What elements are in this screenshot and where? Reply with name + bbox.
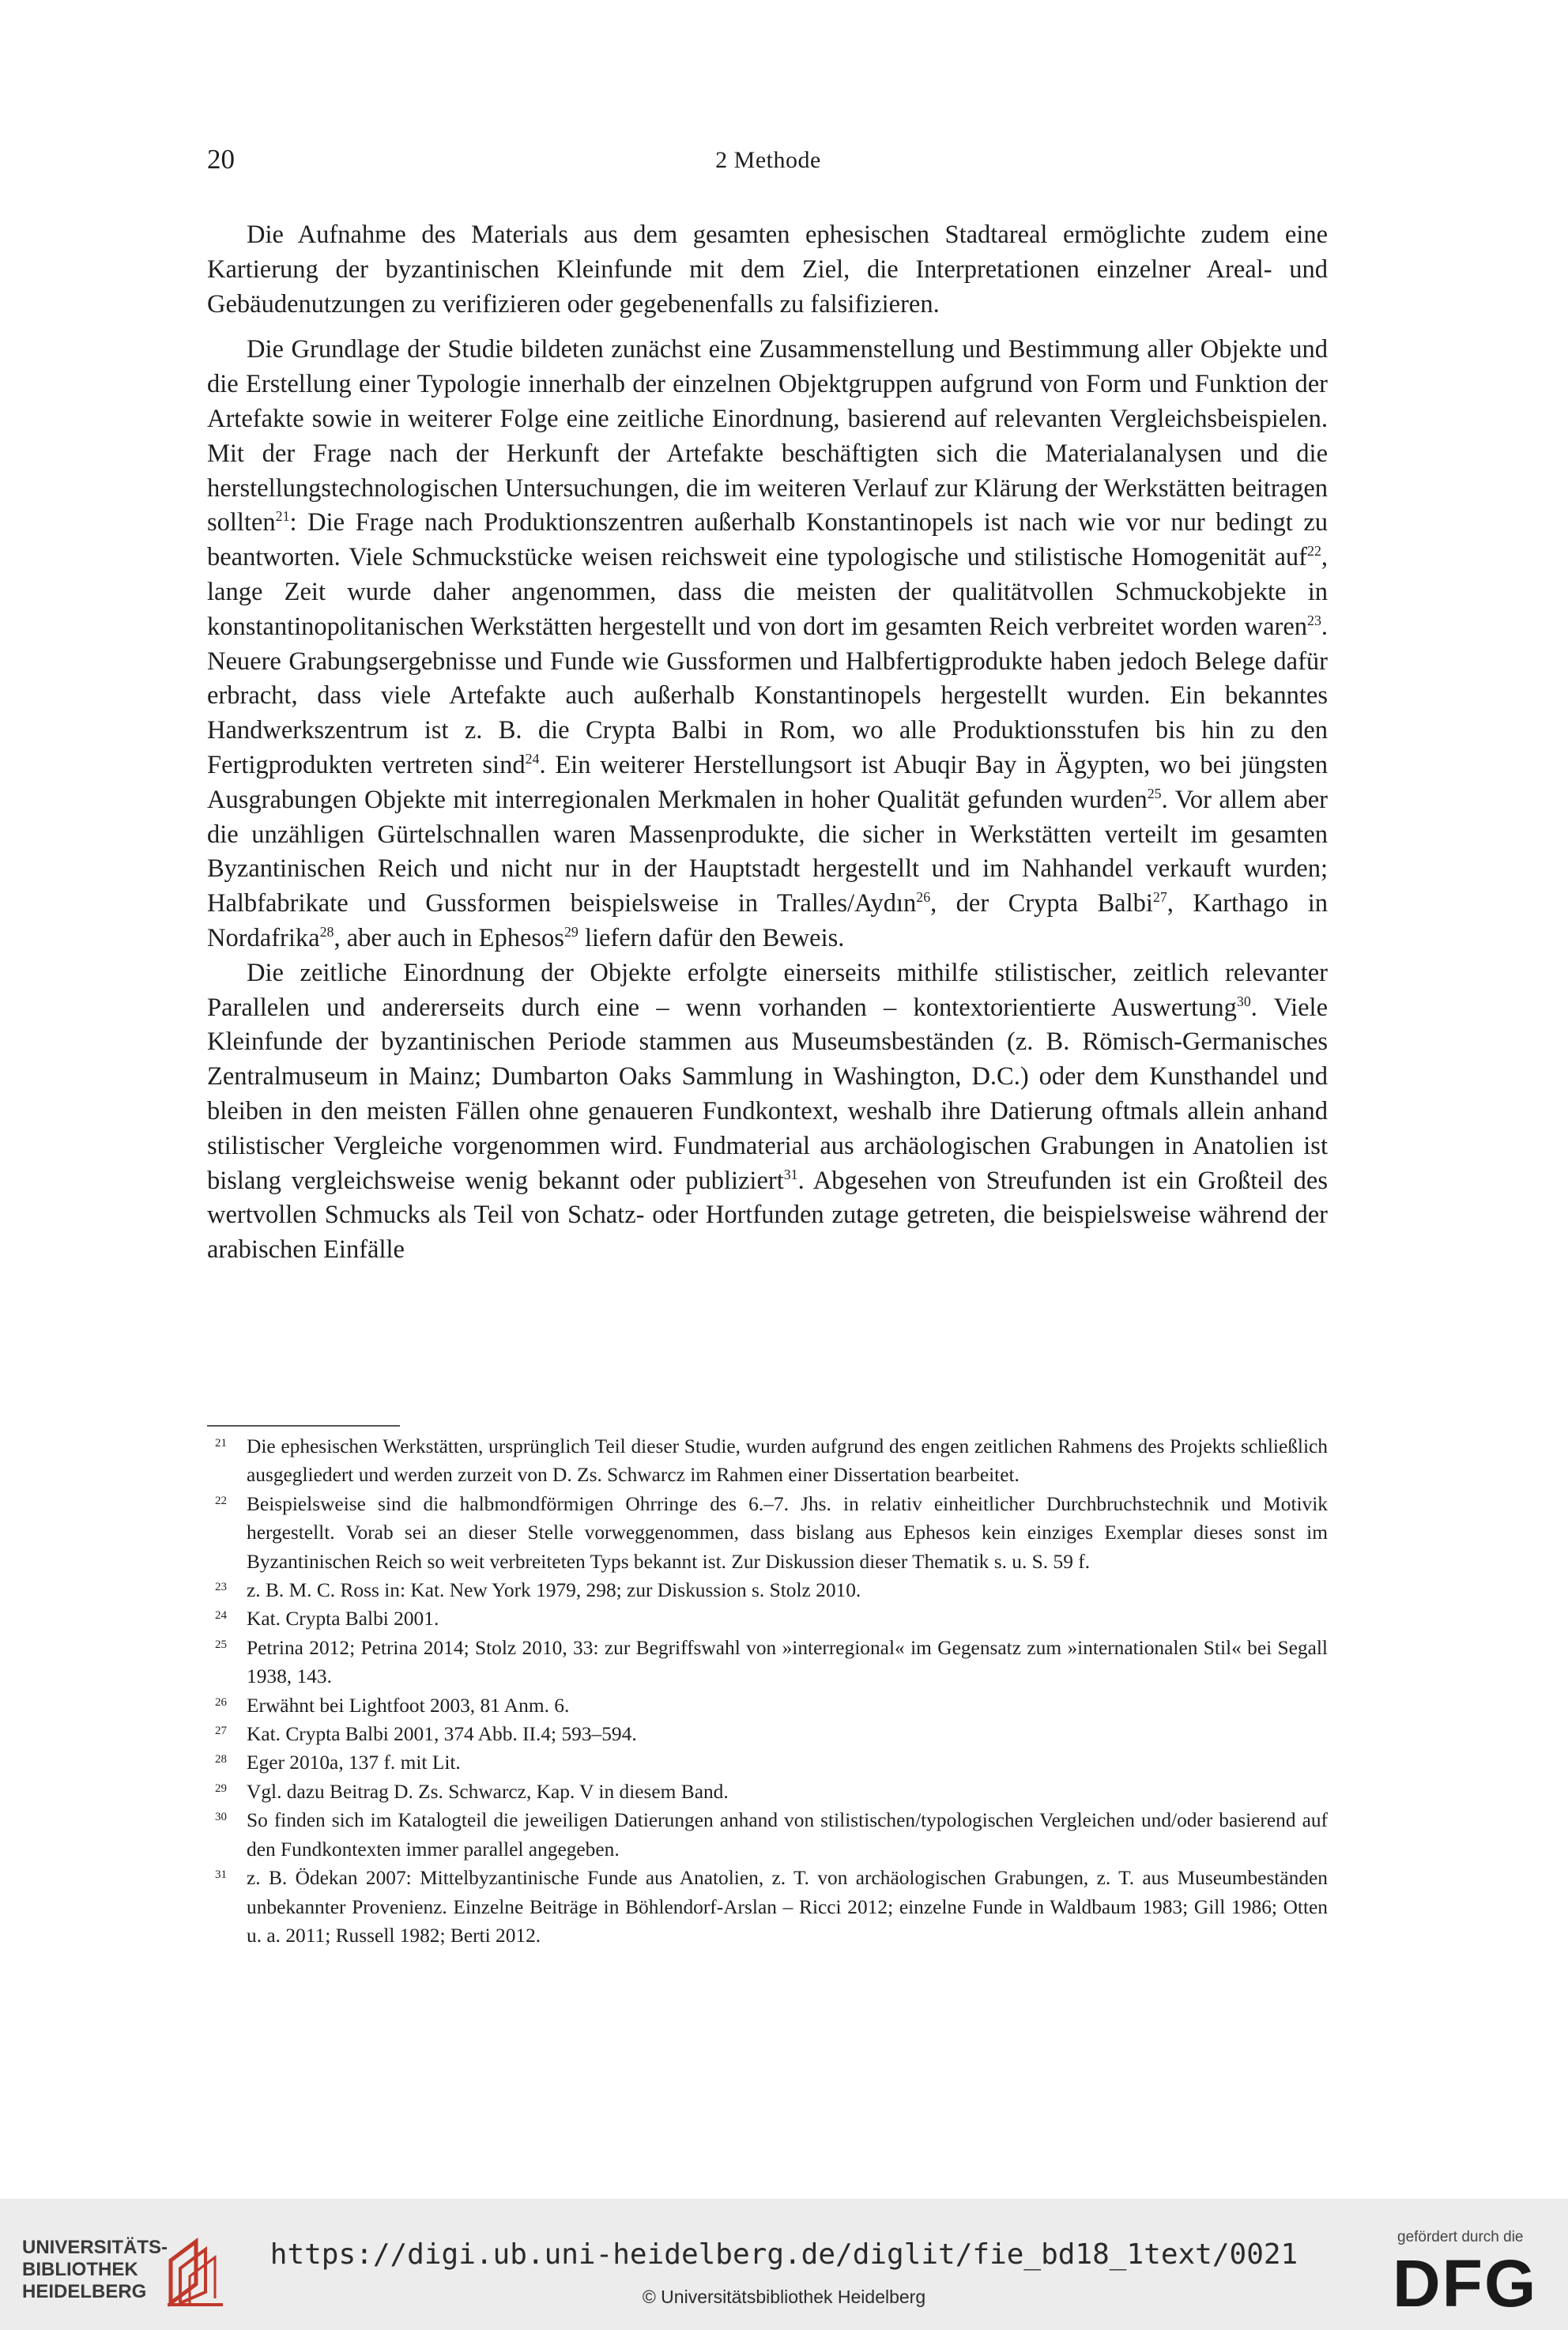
text-run: . Viele Kleinfunde der byzantinischen Periode stammen aus Museumsbeständen (z. B. Römisch-Germanisches Zentralmuseum in Mainz; Dumbarton Oaks Sammlung in Washington, D.C.) oder dem Kunsthandel und bleiben in den meisten Fällen ohne genaueren Fundkontext, weshalb ihre Datierung oftmals allein anhand stilistischer Vergleiche vorgenommen wird. Fundmaterial aus archäologischen Grabungen in Anatolien ist bislang vergleichsweise wenig bekannt oder publiziert (207, 993, 1329, 1195)
footnote-22 (207, 1490, 1328, 1576)
footnote-ref-22[interactable]: 22 (1307, 543, 1321, 560)
footnote-31 (207, 1864, 1328, 1950)
paragraph-2 (207, 333, 1328, 956)
text-run: . Neuere Grabungsergebnisse und Funde wie Gussformen und Halbfertigprodukte haben jedoch Belege dafür erbracht, dass viele Artefakte auch außerhalb Konstantinopels hergestellt wurden. Ein bekanntes Handwerkszentrum ist z. B. die Crypta Balbi in Rom, wo alle Produktionsstufen bis hin zu den Fertigprodukten vertreten sind (207, 612, 1328, 779)
footnote-ref-29[interactable]: 29 (564, 924, 579, 941)
footnote-28 (207, 1748, 1328, 1777)
footnote-text: Erwähnt bei Lightfoot 2003, 81 Anm. 6. (247, 1694, 570, 1717)
footnote-number: 28 (215, 1753, 227, 1766)
footnote-21 (207, 1432, 1328, 1490)
permalink-url[interactable]: https://digi.ub.uni-heidelberg.de/diglit/fie_bd18_1text/0021 (270, 2238, 1298, 2271)
logo-line: BIBLIOTHEK (22, 2259, 138, 2280)
footnote-ref-23[interactable]: 23 (1307, 612, 1321, 628)
text-run: . Vor allem aber die unzähligen Gürtelschnallen waren Massenprodukte, die sicher in Werkstätten verteilt im gesamten Byzantinischen Reich und nicht nur in der Hauptstadt hergestellt und im Nahhandel verkauft wurden; Halbfabrikate und Gussformen beispielsweise in Tralles/Aydın (207, 785, 1328, 918)
text-run: . Ein weiterer Herstellungsort ist Abuqir Bay in Ägypten, wo bei jüngsten Ausgrabungen Objekte mit interregionalen Merkmalen in hoher Qualität gefunden wurden (207, 750, 1328, 814)
text-run: , lange Zeit wurde daher angenommen, dass die meisten der qualitätvollen Schmuckobjekte in konstantinopolitanischen Werkstätten hergestellt und von dort im gesamten Reich verbreitet worden waren (207, 543, 1328, 641)
footnote-text: So finden sich im Katalogteil die jeweiligen Datierungen anhand von stilistischen/typologischen Vergleichen und/oder basierend auf den Fundkontexten immer parallel angegeben. (247, 1809, 1328, 1861)
footnote-number: 31 (215, 1868, 227, 1882)
footnote-29 (207, 1778, 1328, 1806)
footnote-text: z. B. Ödekan 2007: Mittelbyzantinische Funde aus Anatolien, z. T. von archäologischen Grabungen, z. T. aus Museumbeständen unbekannter Provenienz. Einzelne Beiträge in Böhlendorf-Arslan – Ricci 2012; einzelne Funde in Waldbaum 1983; Gill 1986; Otten u. a. 2011; Russell 1982; Berti 2012. (247, 1867, 1328, 1947)
footnote-ref-26[interactable]: 26 (916, 889, 931, 906)
footnote-number: 26 (215, 1695, 227, 1709)
logo-line: UNIVERSITÄTS- (22, 2237, 168, 2258)
footnote-text: Kat. Crypta Balbi 2001, 374 Abb. II.4; 593–594. (247, 1723, 637, 1746)
dfg-logo[interactable]: DFG (1393, 2246, 1538, 2321)
footnote-30 (207, 1806, 1328, 1864)
footnote-ref-24[interactable]: 24 (525, 751, 540, 767)
viewer-footer (0, 2199, 1568, 2330)
footnote-number: 23 (215, 1581, 227, 1594)
footnote-number: 30 (215, 1811, 227, 1824)
footnote-27 (207, 1720, 1328, 1748)
text-run: , Karthago in Nordafrika (207, 889, 1328, 952)
text-run: Die Grundlage der Studie bildeten zunächst eine Zusammenstellung und Bestimmung aller Objekte und die Erstellung einer Typologie innerhalb der einzelnen Objektgruppen aufgrund von Form und Funktion der Artefakte sowie in weiterer Folge eine zeitliche Einordnung, basierend auf relevanten Vergleichsbeispielen. Mit der Frage nach der Herkunft der Artefakte beschäftigten sich die Materialanalysen und die herstellungstechnologischen Untersuchungen, die im weiteren Verlauf zur Klärung der Werkstätten beitragen sollten (207, 335, 1328, 537)
footnote-23 (207, 1576, 1328, 1604)
footnote-number: 21 (215, 1437, 227, 1450)
footnote-text: Beispielsweise sind die halbmondförmigen Ohrringe des 6.–7. Jhs. in relativ einheitlicher Durchbruchstechnik und Motivik hergestellt. Vorab sei an dieser Stelle vorweggenommen, dass bislang aus Ephesos kein einziges Exemplar dieses sonst im Byzantinischen Reich so weit verbreiteten Typs bekannt ist. Zur Diskussion dieser Thematik s. u. S. 59 f. (247, 1492, 1328, 1573)
footnote-25 (207, 1634, 1328, 1691)
footnote-text: Petrina 2012; Petrina 2014; Stolz 2010, 33: zur Begriffswahl von »interregional« im Gegensatz zum »internationalen Stil« bei Segall 1938, 143. (247, 1636, 1328, 1688)
footnotes (207, 1432, 1328, 1950)
footnote-text: z. B. M. C. Ross in: Kat. New York 1979, 298; zur Diskussion s. Stolz 2010. (247, 1579, 861, 1602)
footnote-number: 27 (215, 1725, 227, 1738)
text-run: Die zeitliche Einordnung der Objekte erfolgte einerseits mithilfe stilistischer, zeitlich relevanter Parallelen und andererseits durch eine – wenn vorhanden – kontextorientierte Auswertung (207, 958, 1328, 1022)
footnote-number: 29 (215, 1781, 227, 1795)
page-number: 20 (207, 144, 235, 175)
footnote-ref-25[interactable]: 25 (1147, 785, 1162, 801)
text-run: . Abgesehen von Streufunden ist ein Großteil des wertvollen Schmucks als Teil von Schatz- oder Hortfunden zutage getreten, die beispielsweise während der arabischen Einfälle (207, 1166, 1328, 1265)
text-run: , der Crypta Balbi (930, 889, 1153, 918)
footnote-24 (207, 1604, 1328, 1633)
paragraph-3 (207, 956, 1328, 1268)
copyright-notice: © Universitätsbibliothek Heidelberg (642, 2287, 926, 2307)
paragraph-1: Die Aufnahme des Materials aus dem gesamten ephesischen Stadtareal ermöglichte zudem eine Kartierung der byzantinischen Kleinfunde mit dem Ziel, die Interpretationen einzelner Areal- und Gebäudenutzungen zu verifizieren oder gegebenenfalls zu falsifizieren. (207, 221, 1328, 319)
logo-line: HEIDELBERG (22, 2281, 147, 2302)
running-head: 2 Methode (715, 147, 821, 173)
footnote-number: 24 (215, 1609, 227, 1623)
footnote-number: 22 (215, 1494, 227, 1507)
footnote-ref-31[interactable]: 31 (783, 1166, 798, 1182)
funding-note: gefördert durch die (1397, 2229, 1524, 2245)
footnote-text: Eger 2010a, 137 f. mit Lit. (247, 1751, 461, 1774)
footnote-text: Kat. Crypta Balbi 2001. (247, 1608, 439, 1631)
footnote-text: Die ephesischen Werkstätten, ursprünglich Teil dieser Studie, wurden aufgrund des engen zeitlichen Rahmens des Projekts schließlich ausgegliedert und werden zurzeit von D. Zs. Schwarcz im Rahmen einer Dissertation bearbeitet. (247, 1435, 1328, 1487)
footnote-ref-28[interactable]: 28 (319, 924, 334, 941)
body-text (207, 218, 1328, 1268)
text-run: , aber auch in Ephesos (334, 923, 564, 952)
footnote-number: 25 (215, 1638, 227, 1651)
text-run: : Die Frage nach Produktionszentren außerhalb Konstantinopels ist nach wie vor nur bedingt zu beantworten. Viele Schmuckstücke weisen reichsweit eine typologische und stilistische Homogenität auf (207, 508, 1328, 572)
footnote-ref-27[interactable]: 27 (1152, 889, 1167, 906)
footnote-26 (207, 1691, 1328, 1720)
text-run: liefern dafür den Beweis. (578, 923, 845, 952)
footnote-rule (207, 1425, 400, 1427)
footnote-ref-30[interactable]: 30 (1236, 993, 1251, 1009)
footnote-ref-21[interactable]: 21 (275, 508, 290, 525)
footnote-text: Vgl. dazu Beitrag D. Zs. Schwarcz, Kap. V in diesem Band. (247, 1780, 729, 1803)
